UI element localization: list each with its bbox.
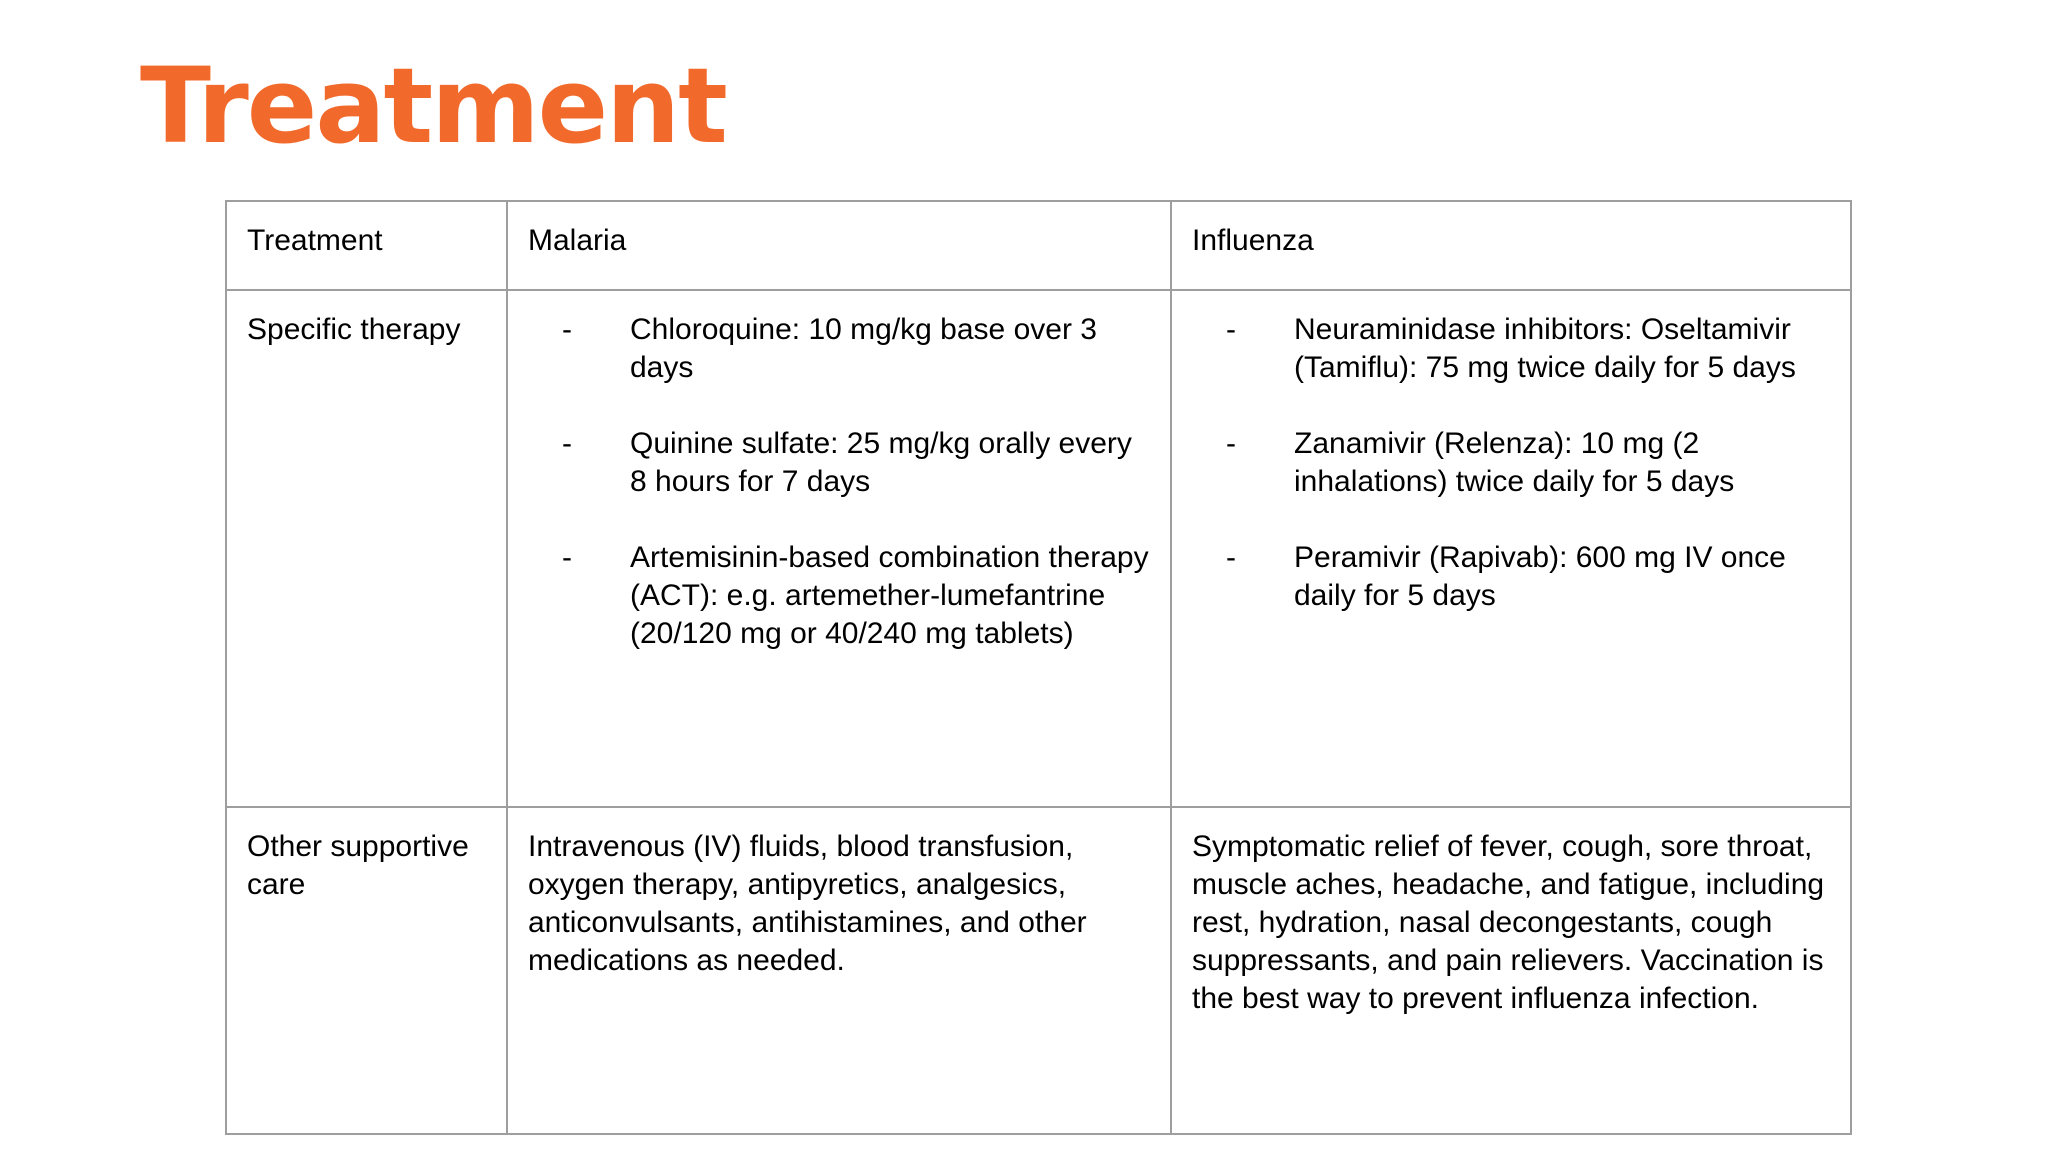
slide-title: Treatment (140, 45, 726, 167)
list-item-text: Quinine sulfate: 25 mg/kg orally every 8 hours for 7 days (630, 427, 1132, 498)
list-item-text: Zanamivir (Relenza): 10 mg (2 inhalations) twice daily for 5 days (1294, 427, 1735, 498)
list-item (1192, 311, 1830, 387)
malaria-supportive-care-cell: Intravenous (IV) fluids, blood transfusion, oxygen therapy, antipyretics, analgesics, anticonvulsants, antihistamines, and other medications as needed. (507, 807, 1171, 1134)
list-item-text: Artemisinin-based combination therapy (ACT): e.g. artemether-lumefantrine (20/120 mg or 40/240 mg tablets) (630, 541, 1149, 650)
dash-bullet: - (562, 541, 572, 574)
dash-bullet: - (562, 427, 572, 460)
header-cell-malaria: Malaria (507, 201, 1171, 290)
dash-bullet: - (1226, 313, 1236, 346)
list-item-text: Peramivir (Rapivab): 600 mg IV once daily for 5 days (1294, 541, 1786, 612)
list-item-text: Chloroquine: 10 mg/kg base over 3 days (630, 313, 1097, 384)
table-row (226, 807, 1851, 1134)
treatment-table (225, 200, 1852, 1135)
influenza-supportive-care-cell: Symptomatic relief of fever, cough, sore throat, muscle aches, headache, and fatigue, including rest, hydration, nasal decongestants, cough suppressants, and pain relievers. Vaccination is the best way to prevent influenza infection. (1171, 807, 1851, 1134)
header-cell-influenza: Influenza (1171, 201, 1851, 290)
dash-bullet: - (1226, 427, 1236, 460)
table-row (226, 290, 1851, 807)
dash-bullet: - (1226, 541, 1236, 574)
list-item (528, 311, 1150, 387)
influenza-specific-therapy-cell (1171, 290, 1851, 807)
dash-bullet: - (562, 313, 572, 346)
influenza-therapy-list (1192, 311, 1830, 615)
row-label-supportive-care: Other supportive care (226, 807, 507, 1134)
malaria-specific-therapy-cell (507, 290, 1171, 807)
list-item (1192, 425, 1830, 501)
header-cell-treatment: Treatment (226, 201, 507, 290)
list-item-text: Neuraminidase inhibitors: Oseltamivir (Tamiflu): 75 mg twice daily for 5 days (1294, 313, 1796, 384)
list-item (528, 539, 1150, 653)
malaria-therapy-list (528, 311, 1150, 653)
table-header-row (226, 201, 1851, 290)
list-item (1192, 539, 1830, 615)
row-label-specific-therapy: Specific therapy (226, 290, 507, 807)
list-item (528, 425, 1150, 501)
